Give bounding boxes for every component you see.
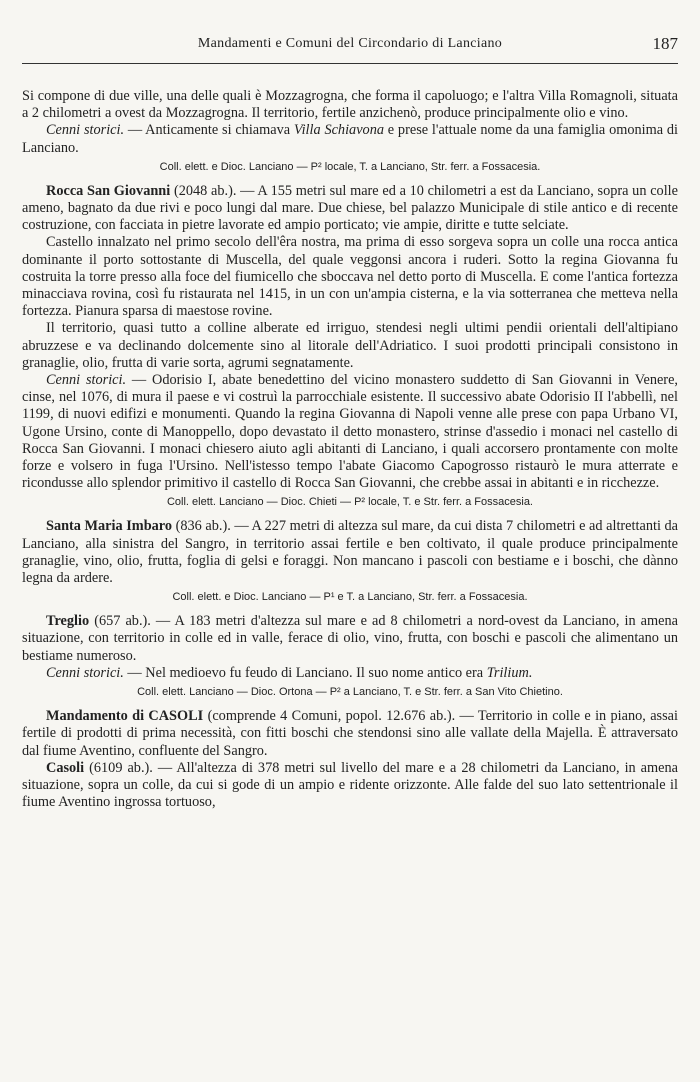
santa-maria-admin-note: Coll. elett. e Dioc. Lanciano — P¹ e T. a Lanciano, Str. ferr. a Fossacesia. xyxy=(172,591,528,604)
treglio-history: Cenni storici. — Nel medioevo fu feudo di Lanciano. Il suo nome antico era Trilium. xyxy=(46,664,533,681)
page-number: 187 xyxy=(652,34,678,53)
page-header xyxy=(22,36,678,58)
rocca-entry: Rocca San Giovanni (2048 ab.). — A 155 metri sul mare ed a 10 chilometri a est da Lanciano, sopra un colle ameno, bagnato da due rivi e poco lungi dal mare. Due chiese, bel palazzo Municipale di stile antico e di recente costruzione, con facciata in pietre lavorate ed ampio porticato; vie ampie, diritte e tutte selciate. xyxy=(22,182,678,234)
entry-heading: Rocca San Giovanni xyxy=(46,182,171,199)
rocca-castle-paragraph: Castello innalzato nel primo secolo dell'êra nostra, ma prima di esso sorgeva sopra un colle una rocca antica dominante il porto sottostante di Muscella, del quale veggonsi ancora i ruderi. Sotto la regina Giovanna fu costruita la torre presso alla foce del fiumicello che sboccava nel detto porto di Muscella. E come l'antica fortezza minacciava rovina, così fu ristaurata nel 1415, in un con un'ampia cisterna, e la via sotterranea che metteva nella fortezza. Pianura sparsa di maestose rovine. xyxy=(22,234,678,320)
rocca-territory-paragraph: Il territorio, quasi tutto a colline alberate ed irriguo, stendesi negli ultimi pendii orientali dell'altipiano abruzzese e va declinando dolcemente sino al litorale dell'Adriatico. I suoi prodotti principali consistono in granaglie, olio, frutta di varie sorta, agrumi segnatamente. xyxy=(22,320,678,371)
old-name: Trilium. xyxy=(486,664,533,681)
casoli-entry: Casoli (6109 ab.). — All'altezza di 378 metri sul livello del mare e a 28 chilometri da Lanciano, in amena situazione, sopra un colle, da cui si gode di un ampio e ridente orizzonte. Alle falde del suo lato settentrionale il fiume Aventino ingrossa tortuoso, xyxy=(22,759,678,811)
treglio-entry: Treglio (657 ab.). — A 183 metri d'altezza sul mare e ad 8 chilometri a nord-ovest da Lanciano, in amena situazione, con territorio in colle ed in valle, ferace di olio, vino, frutta, con boschi e pascoli che alimentano un bestiame numeroso. xyxy=(22,613,678,664)
rocca-admin-note: Coll. elett. Lanciano — Dioc. Chieti — P² locale, T. e Str. ferr. a Fossacesia. xyxy=(166,496,533,509)
running-title: Mandamenti e Comuni del Circondario di Lanciano xyxy=(197,36,503,51)
entry-heading: Mandamento di CASOLI xyxy=(46,708,204,725)
rocca-history: Cenni storici. — Odorisio I, abate benedettino del vicino monastero suddetto di San Giovanni in Venere, cinse, nel 1076, di mura il paese e vi costruì la parrocchiale esistente. Il successivo abate Odorisio II l'abbellì, nel 1199, di nuovi edifizi e monumenti. Quando la regina Giovanna di Napoli venne alle prese con papa Urbano VI, Ugone Ursino, conte di Manoppello, dopo devastato il detto monastero, strinse d'assedio i monaci nel castello di Rocca San Giovanni. I monaci chiesero aiuto agli abitanti di Lanciano, i quali accorsero prontamente con molte forze e volsero in fuga l'Ursino. Nell'istesso tempo l'abate Giacomo Capogrosso ristaurò le mura atterrate e ricondusse allo splendor primitivo il castello di Rocca San Giovanni, che crebbe assai in abitanti e in ricchezze. xyxy=(22,372,678,492)
entry-heading: Santa Maria Imbaro xyxy=(46,518,173,535)
header-rule xyxy=(22,63,678,64)
mozzagrogna-admin-note: Coll. elett. e Dioc. Lanciano — P² locale, T. a Lanciano, Str. ferr. a Fossacesia. xyxy=(159,160,541,173)
entry-heading: Casoli xyxy=(46,759,85,776)
old-name: Villa Schiavona xyxy=(293,122,384,139)
santa-maria-entry: Santa Maria Imbaro (836 ab.). — A 227 metri di altezza sul mare, da cui dista 7 chilometri e ad altrettanti da Lanciano, alla sinistra del Sangro, in territorio assai fertile e ben coltivato, il quale produce principalmente granaglie, vino, olio, frutta, foglia di gelsi e foraggi. Non mancano i pascoli con bestiame e i boschi, che dànno legna da ardere. xyxy=(22,518,678,587)
history-label: Cenni storici. xyxy=(46,122,125,139)
mozzagrogna-history: Cenni storici. — Anticamente si chiamava Villa Schiavona e prese l'attuale nome da una famiglia omonima di Lanciano. xyxy=(22,122,678,156)
casoli-mandamento-entry: Mandamento di CASOLI (comprende 4 Comuni, popol. 12.676 ab.). — Territorio in colle e in piano, assai fertile di prodotti di prima necessità, con fitti boschi che stendonsi sino alle vallate della Majella. È attraversato dal fiume Aventino, confluente del Sangro. xyxy=(22,708,678,759)
history-label: Cenni storici. xyxy=(46,372,127,389)
history-label: Cenni storici. xyxy=(46,664,124,681)
entry-heading: Treglio xyxy=(46,613,90,630)
mozzagrogna-description: Si compone di due ville, una delle quali è Mozzagrogna, che forma il capoluogo; e l'altra Villa Romagnoli, situata a 2 chilometri a ovest da Mozzagrogna. Il territorio, fertile anzichenò, produce principalmente olio e vino. xyxy=(22,88,678,122)
treglio-admin-note: Coll. elett. Lanciano — Dioc. Ortona — P² a Lanciano, T. e Str. ferr. a San Vito Chietino. xyxy=(137,686,563,699)
page-body xyxy=(22,88,678,811)
